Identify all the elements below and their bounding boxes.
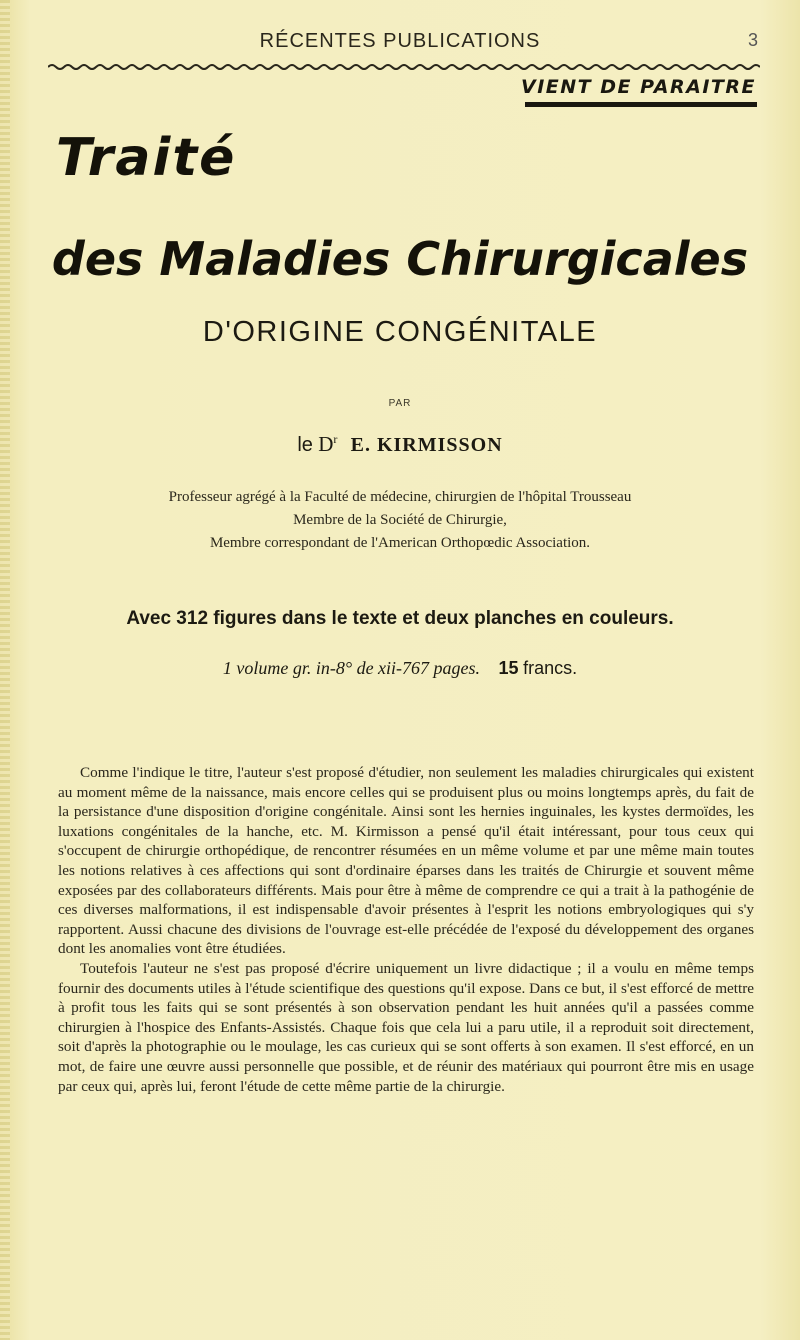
body-paragraph: Toutefois l'auteur ne s'est pas proposé d'écrire uniquement un livre didactique ; il a voulu en même temps fournir des documents utiles à l'étude scientifique des questions qu'il expose. Dans ce but, il s'est efforcé de mettre à profit tous les faits qui se sont présentés à son observation pendant les huit années qu'il a passées comme chirurgien à l'hospice des Enfants-Assistés. Chaque fois que cela lui a paru utile, il a reproduit soit directement, soit d'après la photographie ou le moulage, les cas curieux qui se sont offerts à son examen. Il s'est efforcé, en un mot, de faire une œuvre aussi personnelle que possible, et de réunir des matériaux qui pourront être mis en usage par ceux qui, après lui, feront l'étude de cette même partie de la chirurgie. bbox=[58, 959, 754, 1095]
running-head: RÉCENTES PUBLICATIONS bbox=[259, 30, 541, 52]
author-line bbox=[0, 432, 800, 457]
page-number: 3 bbox=[747, 30, 758, 50]
author-title-line: Membre correspondant de l'American Orthopœdic Association. bbox=[209, 535, 591, 551]
description-body bbox=[58, 763, 754, 1096]
price-unit: francs. bbox=[523, 658, 578, 678]
body-paragraph: Comme l'indique le titre, l'auteur s'est proposé d'étudier, non seulement les maladies chirurgicales qui existent au moment même de la naissance, mais encore celles qui se produisent plus ou moins longtemps après, du fait de la persistance d'une disposition d'origine congénitale. Ainsi sont les hernies inguinales, les kystes dermoïdes, les luxations congénitales de la hanche, etc. M. Kirmisson a pensé qu'il était intéressant, pour tous ceux qui s'occupent de chirurgie orthopédique, de rencontrer résumées en un même volume et par une même main toutes les notions relatives à ces affections qui sont d'ordinaire éparses dans les traités de Chirurgie et souvent même exposées par des collaborateurs différents. Mais pour être à même de comprendre ce qui a trait à la pathogénie de ces diverses malformations, il est indispensable d'avoir présentes à l'esprit les notions embryologiques qui s'y rapportent. Aussi chacune des divisions de l'ouvrage est-elle précédée de l'exposé du développement des organes dont les anomalies vont être étudiées. bbox=[58, 764, 754, 958]
author-title-line: Professeur agrégé à la Faculté de médecine, chirurgien de l'hôpital Trousseau bbox=[168, 489, 632, 505]
author-name: E. KIRMISSON bbox=[350, 434, 503, 456]
author-dr-letter: D bbox=[318, 432, 334, 456]
title-line-1: Traité bbox=[56, 128, 237, 188]
features-line: Avec 312 figures dans le texte et deux planches en couleurs. bbox=[126, 608, 674, 629]
author-titles bbox=[0, 486, 800, 555]
title-line-2: des Maladies Chirurgicales bbox=[51, 232, 749, 286]
author-dr bbox=[318, 432, 337, 456]
announcement-underline bbox=[525, 102, 757, 107]
author-title-line: Membre de la Société de Chirurgie, bbox=[293, 512, 507, 528]
price-number: 15 bbox=[498, 658, 519, 678]
author-prefix: le bbox=[297, 434, 313, 456]
volume-description: 1 volume gr. in-8° de xii-767 pages. bbox=[222, 658, 481, 678]
title-subtitle: D'ORIGINE CONGÉNITALE bbox=[202, 316, 598, 348]
author-by-label: PAR bbox=[388, 398, 412, 409]
author-dr-superscript: r bbox=[333, 432, 338, 446]
specs-line bbox=[0, 658, 800, 679]
decorative-wavy-rule bbox=[48, 62, 760, 72]
announcement-label: VIENT DE PARAITRE bbox=[521, 76, 756, 98]
